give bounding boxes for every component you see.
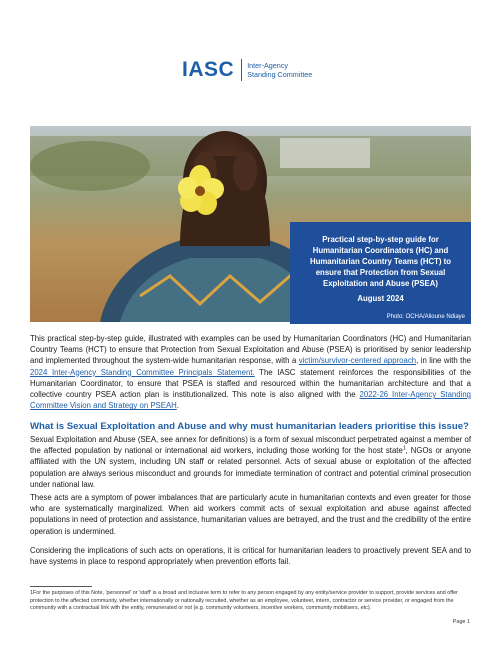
intro-text-3: The IASC statement reinforces the responsibilities of the Humanitarian Coordinator, to ensure that PSEA is staffed and resourced within the humanitarian architecture and that a collective country PSEA action plan is institutionalized. This note is also aligned with the — [30, 367, 472, 400]
sea-text-b: , NGOs or anyone affiliated with the UN system, including UN staff or related personnel. Acts of sexual abuse or exploitation of the affected population are always serious misconduct and grounds for immediate termination of contract and potential criminal prosecution under national law. — [30, 446, 471, 489]
power-imbalance-paragraph: These acts are a symptom of power imbalances that are particularly acute in humanitarian contexts and even greater for those who are systematically marginalized. When aid workers commit acts of sexual exploitation and abuse against affected populations in need of protection and assistance, humanitarian values are betrayed, and the trust and the credibility of the entire operation is undermined. — [30, 493, 471, 536]
title-caption-box — [290, 222, 471, 324]
principals-statement-link[interactable]: 2024 Inter-Agency Standing Committee Principals Statement. — [30, 367, 255, 377]
vision-strategy-link[interactable]: 2022-26 Inter-Agency Standing Committee Vision and Strategy on PSEAH — [30, 390, 471, 411]
footnote-ref: 1 — [402, 445, 406, 452]
page-number: Page 1 — [452, 619, 470, 625]
logo-line-2: Standing Committee — [247, 70, 313, 79]
intro-paragraph — [30, 333, 471, 411]
document-title: Practical step-by-step guide for Humanitarian Coordinators (HC) and Humanitarian Country Teams (HCT) to ensure that Protection from Sexual Exploitation and Abuse (PSEA) — [309, 235, 452, 288]
iasc-logo — [182, 58, 312, 82]
photo-credit: Photo: OCHA/Alioune Ndiaye — [386, 314, 465, 320]
implications-paragraph: Considering the implications of such acts on operations, it is critical for humanitarian leaders to proactively prevent SEA and to have systems in place to respond appropriately when prevention efforts fail. — [30, 546, 471, 567]
footnote: 1For the purposes of this Note, 'personnel' or 'staff' is a broad and inclusive term to refer to any person engaged by any entity/service provider to support, provide services and offer protection to the affected community, whether internationally or nationally recruited, whether as an employee, volunteer, intern, contractor or service provider, or engaged from the community with a contractual link with the entity, remunerated or not (e.g. community volunteers, incentive workers, community mobilisers, etc). — [30, 590, 458, 611]
intro-text-4: . — [176, 401, 179, 411]
document-date: August 2024 — [357, 294, 404, 303]
sea-definition-paragraph — [30, 434, 471, 490]
logo-divider — [241, 59, 242, 81]
logo-line-1: Inter-Agency — [247, 61, 288, 70]
section-heading: What is Sexual Exploitation and Abuse and why must humanitarian leaders prioritise this issue? — [30, 421, 469, 432]
footnote-divider — [30, 586, 92, 587]
logo-mark: IASC — [182, 58, 235, 81]
sea-text-a: Sexual Exploitation and Abuse (SEA, see annex for definitions) is a form of sexual misconduct perpetrated against a member of the affected population by national or international aid workers, including those working for the host state — [30, 435, 471, 456]
intro-text-2: , in line with the — [416, 356, 472, 366]
logo-subtitle — [247, 61, 312, 79]
survivor-centered-link[interactable]: victim/survivor-centered approach — [298, 356, 417, 366]
intro-text-1: This practical step-by-step guide, illustrated with examples can be used by Humanitarian Coordinators (HC) and Humanitarian Country Teams (HCT) to ensure that Protection from Sexual Exploitation and Abuse (PSEA) is prioritised by senior leadership and implemented throughout the system-wide humanitarian response, with a — [30, 334, 471, 366]
